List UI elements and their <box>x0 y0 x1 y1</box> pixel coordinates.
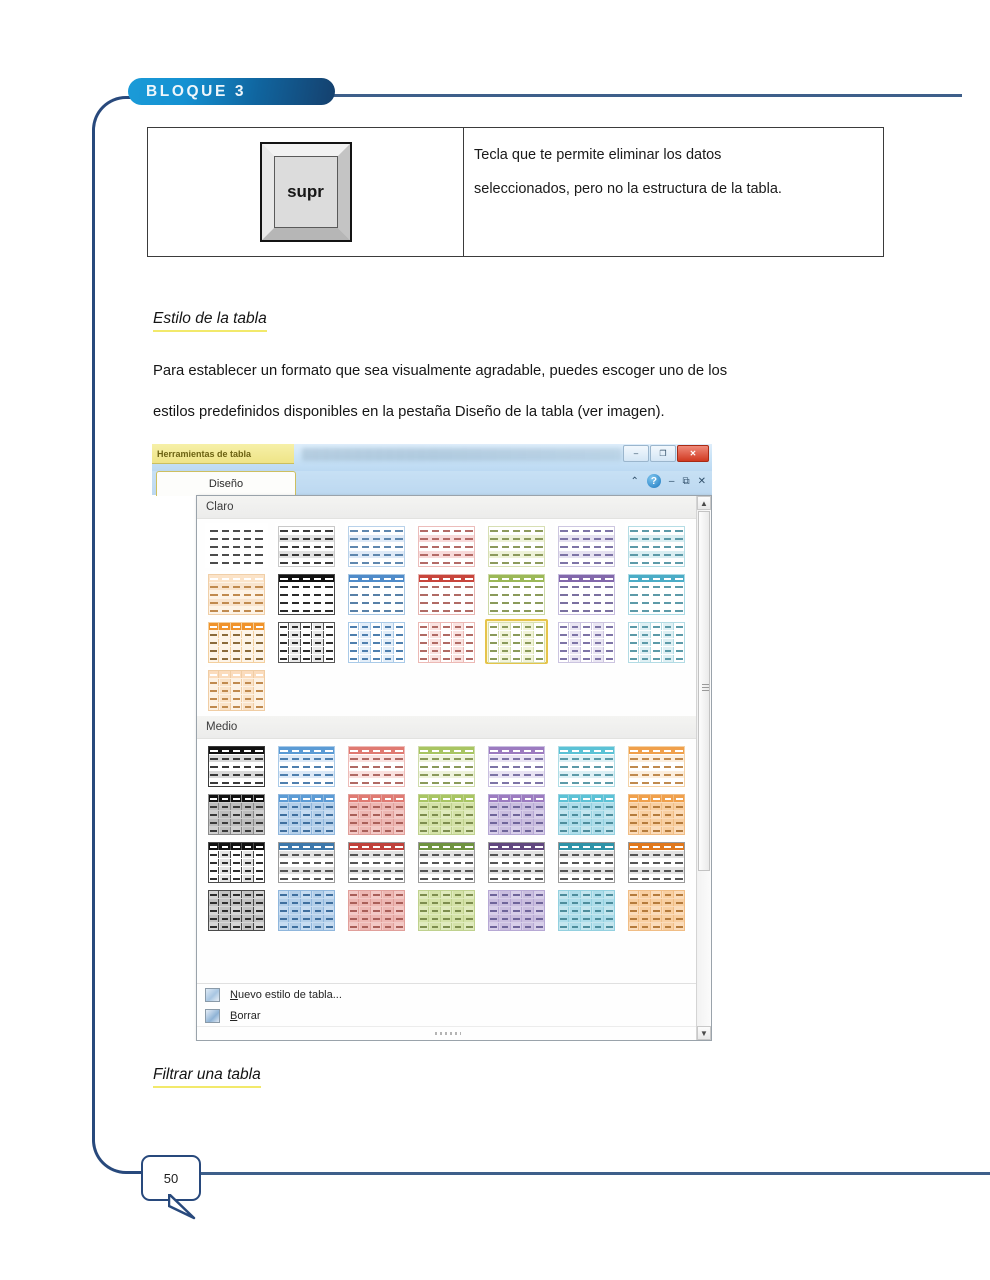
paragraph-estilo <box>153 362 853 444</box>
table-style-thumbnail[interactable] <box>275 619 338 664</box>
menu-item-borrar-label: Borrar <box>230 1009 261 1022</box>
paragraph-estilo-line-1: Para establecer un formato que sea visualmente agradable, puedes escoger uno de los <box>153 363 728 379</box>
table-style-thumbnail[interactable] <box>345 791 408 836</box>
menu-item-nuevo-estilo-de-tabla[interactable] <box>197 984 699 1005</box>
table-style-thumbnail[interactable] <box>205 571 268 616</box>
table-style-thumbnail[interactable] <box>555 743 618 788</box>
page-number-label: 50 <box>163 1170 179 1186</box>
scroll-down-arrow-icon[interactable]: ▼ <box>697 1026 711 1040</box>
table-style-thumbnail[interactable] <box>345 839 408 884</box>
close-workbook-icon[interactable]: ✕ <box>697 475 706 487</box>
table-style-thumbnail[interactable] <box>555 791 618 836</box>
table-style-thumbnail[interactable] <box>275 839 338 884</box>
gallery-scrollbar[interactable] <box>696 496 711 1040</box>
block-badge <box>128 78 335 105</box>
contextual-tab-label: Herramientas de tabla <box>157 448 252 459</box>
gallery-section-header-medium <box>197 716 711 739</box>
key-description-line-1: Tecla que te permite eliminar los datos <box>474 147 722 163</box>
table-style-thumbnail[interactable] <box>485 571 548 616</box>
supr-keycap-icon <box>260 142 352 242</box>
table-style-thumbnail[interactable] <box>485 619 548 664</box>
table-style-thumbnail[interactable] <box>275 791 338 836</box>
table-style-thumbnail[interactable] <box>485 743 548 788</box>
gallery-grid-medium <box>197 739 711 936</box>
contextual-tab-header <box>152 444 294 464</box>
table-style-thumbnail[interactable] <box>205 791 268 836</box>
page-frame-bottom-rule <box>190 1172 990 1175</box>
paragraph-estilo-line-2: estilos predefinidos disponibles en la pestaña Diseño de la tabla (ver imagen). <box>153 404 665 421</box>
gallery-grid-light <box>197 519 711 716</box>
block-badge-label: BLOQUE 3 <box>146 82 247 100</box>
restore-window-button[interactable]: ❐ <box>650 445 676 462</box>
minimize-workbook-icon[interactable]: – <box>668 475 675 487</box>
table-style-thumbnail[interactable] <box>345 523 408 568</box>
scrollbar-grip-icon <box>702 684 709 691</box>
heading-estilo-de-la-tabla <box>153 310 267 334</box>
window-controls <box>623 445 709 462</box>
scrollbar-thumb[interactable] <box>698 511 710 871</box>
table-style-thumbnail[interactable] <box>205 523 268 568</box>
table-style-thumbnail[interactable] <box>415 839 478 884</box>
table-style-thumbnail[interactable] <box>275 887 338 932</box>
table-style-thumbnail[interactable] <box>205 667 268 712</box>
gallery-menu <box>197 983 699 1026</box>
table-style-thumbnail[interactable] <box>485 791 548 836</box>
gallery-section-light-label: Claro <box>206 501 234 513</box>
clear-table-style-icon <box>205 1009 220 1023</box>
table-style-thumbnail[interactable] <box>275 743 338 788</box>
key-description-table <box>147 127 884 257</box>
table-style-thumbnail[interactable] <box>555 523 618 568</box>
table-style-thumbnail[interactable] <box>345 619 408 664</box>
table-style-thumbnail[interactable] <box>555 887 618 932</box>
supr-keycap-label: supr <box>287 182 324 201</box>
excel-title-bar <box>152 444 712 471</box>
table-style-thumbnail[interactable] <box>625 743 688 788</box>
table-styles-gallery <box>196 495 712 1041</box>
excel-screenshot-figure <box>152 444 712 1041</box>
heading-filtrar-label: Filtrar una tabla <box>153 1066 261 1088</box>
table-style-thumbnail[interactable] <box>205 619 268 664</box>
table-style-thumbnail[interactable] <box>485 523 548 568</box>
table-style-thumbnail[interactable] <box>205 743 268 788</box>
table-style-thumbnail[interactable] <box>415 743 478 788</box>
table-style-thumbnail[interactable] <box>555 571 618 616</box>
table-style-thumbnail[interactable] <box>555 839 618 884</box>
table-style-thumbnail[interactable] <box>625 791 688 836</box>
new-table-style-icon <box>205 988 220 1002</box>
heading-estilo-label: Estilo de la tabla <box>153 310 267 332</box>
scroll-up-arrow-icon[interactable]: ▲ <box>697 496 711 510</box>
page-frame-top-rule <box>330 94 962 97</box>
table-style-thumbnail[interactable] <box>625 571 688 616</box>
minimize-window-button[interactable]: – <box>623 445 649 462</box>
table-style-thumbnail[interactable] <box>415 571 478 616</box>
menu-item-nuevo-estilo-label: Nuevo estilo de tabla... <box>230 988 342 1001</box>
ribbon-tab-row <box>152 471 712 495</box>
tab-diseno[interactable] <box>156 471 296 496</box>
gallery-section-header-light <box>197 496 711 519</box>
ribbon-collapse-icon[interactable]: ⌃ <box>630 475 639 487</box>
table-style-thumbnail[interactable] <box>485 887 548 932</box>
restore-workbook-icon[interactable]: ⧉ <box>682 475 690 487</box>
table-style-thumbnail[interactable] <box>625 523 688 568</box>
table-style-thumbnail[interactable] <box>205 887 268 932</box>
tab-diseno-label: Diseño <box>208 478 244 490</box>
table-style-thumbnail[interactable] <box>625 839 688 884</box>
key-description-cell <box>464 128 883 256</box>
gallery-section-medium-label: Medio <box>206 721 238 733</box>
table-style-thumbnail[interactable] <box>415 523 478 568</box>
table-style-thumbnail[interactable] <box>275 523 338 568</box>
table-style-thumbnail[interactable] <box>275 571 338 616</box>
table-style-thumbnail[interactable] <box>345 743 408 788</box>
menu-item-borrar[interactable] <box>197 1005 699 1026</box>
table-style-thumbnail[interactable] <box>485 839 548 884</box>
ribbon-utility-icons <box>631 474 706 488</box>
table-style-thumbnail[interactable] <box>415 619 478 664</box>
page-frame-left-border <box>92 96 152 1174</box>
close-window-button[interactable]: ✕ <box>677 445 709 462</box>
table-style-thumbnail[interactable] <box>555 619 618 664</box>
heading-filtrar-una-tabla <box>153 1066 261 1090</box>
table-style-thumbnail[interactable] <box>415 791 478 836</box>
table-style-thumbnail[interactable] <box>345 887 408 932</box>
blurred-document-title <box>302 448 622 461</box>
help-icon[interactable]: ? <box>647 474 661 488</box>
table-style-thumbnail[interactable] <box>205 839 268 884</box>
key-description-line-2: seleccionados, pero no la estructura de la tabla. <box>474 181 782 198</box>
table-style-thumbnail[interactable] <box>415 887 478 932</box>
page-number-bubble-tail <box>168 1194 202 1220</box>
key-image-cell <box>148 128 464 256</box>
gallery-resize-grip[interactable] <box>197 1026 699 1040</box>
table-style-thumbnail[interactable] <box>625 887 688 932</box>
table-style-thumbnail[interactable] <box>345 571 408 616</box>
table-style-thumbnail[interactable] <box>625 619 688 664</box>
